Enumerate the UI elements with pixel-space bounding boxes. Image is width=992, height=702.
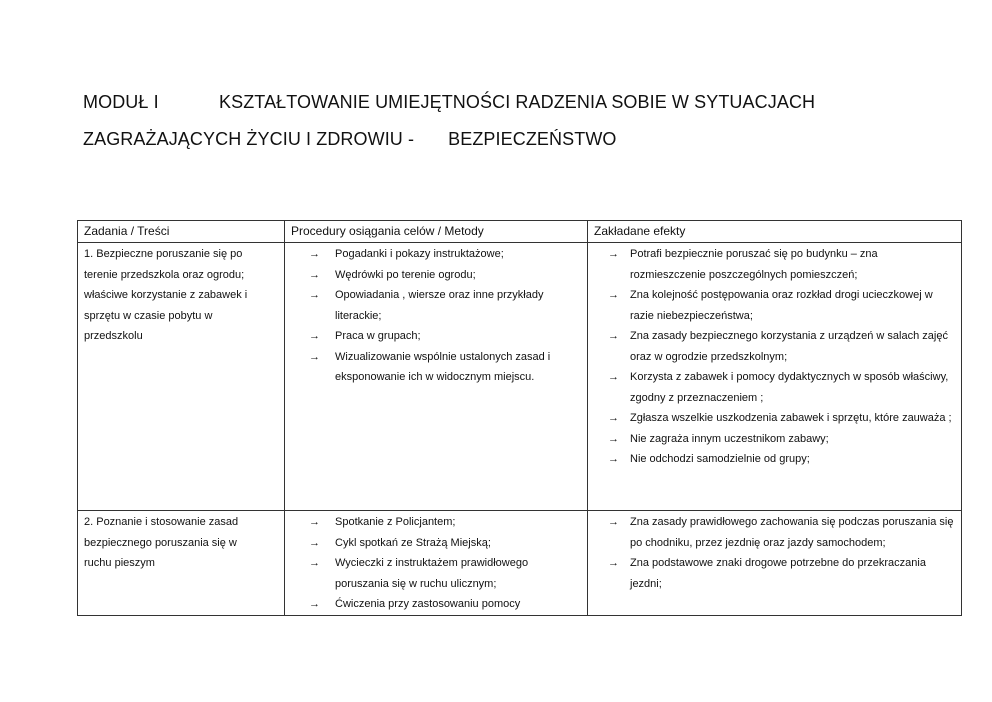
arrow-right-icon: → [608, 432, 619, 445]
title-part-2b: BEZPIECZEŃSTWO [448, 129, 617, 149]
table-row [78, 243, 962, 511]
program-table [77, 220, 962, 616]
task-cell [78, 243, 285, 511]
list-item: → Zna zasady prawidłowego zachowania się podczas poruszania się po chodniku, przez jezdnię oraz jazdy samochodem; [594, 512, 955, 553]
heading-line-2 [83, 129, 617, 150]
header-tasks: Zadania / Treści [78, 221, 285, 243]
methods-cell [285, 243, 588, 511]
arrow-right-icon: → [608, 412, 619, 424]
methods-list [291, 244, 581, 388]
arrow-right-icon: → [309, 268, 320, 281]
arrow-right-icon: → [608, 289, 619, 301]
list-item: → Spotkanie z Policjantem; [291, 512, 581, 533]
task-text: 1. Bezpieczne poruszanie się po terenie przedszkola oraz ogrodu; właściwe korzystanie z zabawek i sprzętu w czasie pobytu w przedszkolu [84, 248, 248, 342]
arrow-right-icon: → [608, 557, 619, 569]
arrow-right-icon: → [309, 536, 320, 549]
arrow-right-icon: → [608, 371, 619, 383]
list-item: → Nie zagraża innym uczestnikom zabawy; [594, 429, 955, 450]
effects-list [594, 244, 955, 470]
list-item: → Opowiadania , wiersze oraz inne przykłady literackie; [291, 285, 581, 326]
table-row [78, 511, 962, 616]
list-item: → Potrafi bezpiecznie poruszać się po budynku – zna rozmieszczenie poszczególnych pomieszczeń; [594, 244, 955, 285]
list-item: → Nie odchodzi samodzielnie od grupy; [594, 449, 955, 470]
task-cell [78, 511, 285, 616]
header-methods: Procedury osiągania celów / Metody [285, 221, 588, 243]
arrow-right-icon: → [608, 516, 619, 528]
list-item: → Zna zasady bezpiecznego korzystania z urządzeń w salach zajęć oraz w ogrodzie przedszkolnym; [594, 326, 955, 367]
list-item: → Praca w grupach; [291, 326, 581, 347]
list-item: → Zgłasza wszelkie uszkodzenia zabawek i sprzętu, które zauważa ; [594, 408, 955, 429]
list-item: → Zna kolejność postępowania oraz rozkład drogi ucieczkowej w razie niebezpieczeństwa; [594, 285, 955, 326]
title-part-1: KSZTAŁTOWANIE UMIEJĘTNOŚCI RADZENIA SOBIE W SYTUACJACH [219, 92, 816, 112]
arrow-right-icon: → [309, 330, 320, 342]
arrow-right-icon: → [608, 248, 619, 260]
list-item: → Pogadanki i pokazy instruktażowe; [291, 244, 581, 265]
list-item: → Korzysta z zabawek i pomocy dydaktycznych w sposób właściwy, zgodny z przeznaczeniem ; [594, 367, 955, 408]
methods-list [291, 512, 581, 615]
methods-cell [285, 511, 588, 616]
effects-cell [588, 243, 962, 511]
arrow-right-icon: → [309, 350, 320, 363]
list-item: → Wizualizowanie wspólnie ustalonych zasad i eksponowanie ich w widocznym miejscu. [291, 347, 581, 388]
list-item: → Wycieczki z instruktażem prawidłowego poruszania się w ruchu ulicznym; [291, 553, 581, 594]
arrow-right-icon: → [309, 289, 320, 301]
heading-line-1 [83, 92, 815, 113]
list-item: → Zna podstawowe znaki drogowe potrzebne do przekraczania jezdni; [594, 553, 955, 594]
list-item: → Wędrówki po terenie ogrodu; [291, 265, 581, 286]
arrow-right-icon: → [309, 248, 320, 260]
table-header-row [78, 221, 962, 243]
arrow-right-icon: → [309, 516, 320, 528]
header-effects: Zakładane efekty [588, 221, 962, 243]
title-part-2a: ZAGRAŻAJĄCYCH ŻYCIU I ZDROWIU - [83, 129, 415, 149]
task-text: 2. Poznanie i stosowanie zasad bezpiecznego poruszania się w ruchu pieszym [84, 516, 239, 569]
arrow-right-icon: → [309, 598, 320, 610]
arrow-right-icon: → [608, 330, 619, 342]
arrow-right-icon: → [608, 453, 619, 465]
arrow-right-icon: → [309, 557, 320, 569]
module-label: MODUŁ I [83, 92, 159, 112]
list-item: → Cykl spotkań ze Strażą Miejską; [291, 533, 581, 554]
effects-cell [588, 511, 962, 616]
list-item: → Ćwiczenia przy zastosowaniu pomocy [291, 594, 581, 615]
effects-list [594, 512, 955, 594]
